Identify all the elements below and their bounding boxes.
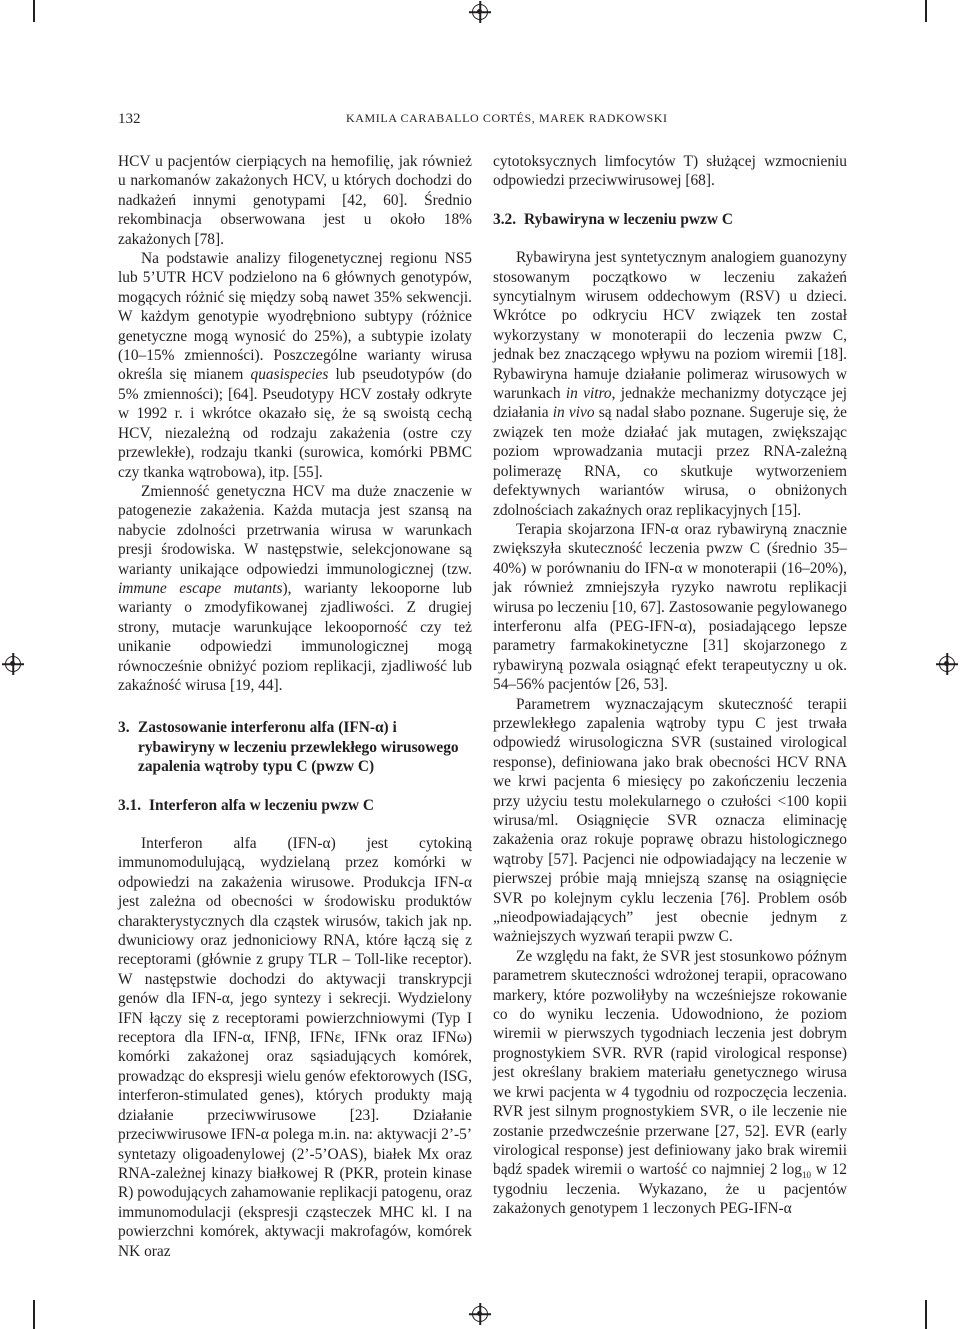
subscript: 10	[801, 1170, 811, 1181]
paragraph: Zmienność genetyczna HCV ma duże znaczenie w patogenezie zakażenia. Każda mutacja jest szansą na nabycie zdolności przetrwania wirusa w warunkach presji środowiska. W następstwie, selekcjonowane są warianty unikające odpowiedzi immunologicznej (tzw. immune escape mutants), warianty lekooporne lub warianty o zmodyfikowanej zjadliwości. Z drugiej strony, mutacje warunkujące lekooporność czy też unikanie odpowiedzi immunologicznej mogą równocześnie obniżyć poziom replikacji, zjadliwość lub zakaźność wirusa [19, 44].	[118, 482, 472, 694]
emphasis: quasispecies	[250, 366, 329, 384]
registration-mark-icon	[472, 4, 488, 20]
subsection-heading	[118, 796, 472, 815]
paragraph: Ze względu na fakt, że SVR jest stosunkowo późnym parametrem skuteczności wdrożonej terapii, opracowano markery, które pozwoliłyby na wcześniejsze rokowanie co do wyniku leczenia. Udowodniono, że poziom wiremii w pierwszych tygodniach leczenia jest dobrym prognostykiem SVR. RVR (rapid virological response) jest określany brakiem materiału genetycznego wirusa we krwi pacjenta w 4 tygodniu od rozpoczęcia leczenia. RVR jest silnym prognostykiem SVR, o ile leczenie nie zostanie przedwcześnie przerwane [27, 52]. EVR (early virological response) jest definiowany jako brak wiremii bądź spadek wiremii o wartość co najmniej 2 $\log_{10} w$ 12 tygodniu leczenia. Wykazano, że u pacjentów zakażonych genotypem 1 leczonych PEG-IFN-α	[493, 947, 847, 1218]
emphasis: immune escape mutants	[118, 579, 283, 597]
section-title: Zastosowanie interferonu alfa (IFN-α) i rybawiryny w leczeniu przewlekłego wirusowego zapalenia wątroby typu C (pwzw C)	[138, 719, 459, 776]
crop-mark	[33, 1300, 35, 1329]
page-number: 132	[118, 111, 141, 127]
registration-mark-icon	[5, 656, 21, 672]
section-number: 3.	[118, 719, 130, 737]
registration-mark-icon	[472, 1306, 488, 1322]
paragraph: Interferon alfa (IFN-α) jest cytokiną immunomodulującą, wydzielaną przez komórki w odpowiedzi na zakażenia wirusowe. Produkcja IFN-α jest zależna od obecności w środowisku produktów charakterystycznych dla cząstek wirusów, takich jak np. dwuniciowy oraz jednoniciowy RNA, które łączą się z receptorami (głównie z grupy TLR – Toll-like receptor). W następstwie dochodzi do aktywacji transkrypcji genów dla IFN-α, jego syntezy i sekrecji. Wydzielony IFN łączy się z receptorami powierzchniowymi (Typ I receptora dla IFN-α, IFNβ, IFNε, IFNĸ oraz IFNω) komórki zakażonej oraz sąsiadujących komórek, prowadząc do ekspresji wielu genów efektorowych (ISG, interferon-stimulated genes), których produkty mają działanie przeciwwirusowe [23]. Działanie przeciwwirusowe IFN-α polega m.in. na: aktywacji 2’-5’ syntetazy oligoadenylowej (2’-5’OAS), białek Mx oraz RNA-zależnej kinazy białkowej R (PKR, protein kinase R) powodujących zahamowanie replikacji patogenu, oraz immunomodulacji (ekspresji cząsteczek MHC kl. I na powierzchni komórek, aktywacji makrofagów, komórek NK oraz	[118, 835, 472, 1260]
paragraph: cytotoksycznych limfocytów T) służącej wzmocnieniu odpowiedzi przeciwwirusowej [68].	[493, 153, 847, 190]
subsection-number: 3.2.	[493, 210, 517, 228]
emphasis: in vitro	[565, 385, 612, 403]
paragraph: HCV u pacjentów cierpiących na hemofilię, jak również u narkomanów zakażonych HCV, u których dochodzi do nadkażeń innymi genotypami [42, 60]. Średnio rekombinacja obserwowana jest u około 18% zakażonych [78].	[118, 153, 472, 248]
paragraph: Rybawiryna jest syntetycznym analogiem guanozyny stosowanym początkowo w leczeniu zakażeń syncytialnym wirusem oddechowym (RSV) u dzieci. Wkrótce po odkryciu HCV związek ten został wykorzystany w monoterapii do leczenia pwzw C, jednak bez znaczącego wpływu na poziom wiremii [18]. Rybawiryna hamuje działanie polimeraz wirusowych w warunkach in vitro, jednakże mechanizmy dotyczące jej działania in vivo są nadal słabo poznane. Sugeruje się, że związek ten może działać jak mutagen, zwiększając poziom wprowadzania mutacji przez RNA-zależną polimerazę RNA, co skutkuje wytworzeniem defektywnych wariantów wirusa, o obniżonych zdolnościach zakaźnych oraz replikacyjnych [15].	[493, 249, 848, 519]
crop-mark	[33, 0, 35, 22]
paragraph: Parametrem wyznaczającym skuteczność terapii przewlekłego zapalenia wątroby typu C jest trwała odpowiedź wirusologiczna SVR (sustained virological response), definiowana jako brak obecności HCV RNA we krwi pacjenta 6 miesięcy po zakończeniu leczenia przy użyciu testu molekularnego o czułości <100 kopii wirusa/ml. Osiągnięcie SVR oznacza eliminację zakażenia oraz rokuje poprawę obrazu histologicznego wątroby [57]. Pacjenci nie odpowiadający na leczenie w pierwszej próbie mają mniejszą szansę na osiągnięcie SVR po kolejnym cyklu leczenia [76]. Problem osób „nieodpowiadających” jest obecnie jednym z ważniejszych wyzwań terapii pwzw C.	[493, 695, 847, 946]
running-header-authors: KAMILA CARABALLO CORTÉS, MAREK RADKOWSKI	[346, 111, 668, 125]
subsection-number: 3.1.	[118, 796, 142, 814]
right-column	[493, 152, 847, 1219]
section-heading	[118, 718, 472, 776]
subsection-title: Rybawiryna w leczeniu pwzw C	[524, 210, 733, 228]
paragraph: Terapia skojarzona IFN-α oraz rybawiryną znacznie zwiększyła skuteczność leczenia pwzw C (średnio 35–40%) w porównaniu do IFN-α w monoterapii (16–20%), jak również zmniejszyła ryzyko nawrotu replikacji wirusa po leczeniu [10, 67]. Zastosowanie pegylowanego interferonu alfa (PEG-IFN-α), posiadającego lepsze parametry farmakokinetyczne [31] skojarzonego z rybawiryną pozwala osiągnąć efekt terapeutyczny u ok. 54–56% pacjentów [26, 53].	[493, 520, 847, 694]
left-column	[118, 152, 472, 1261]
crop-mark	[925, 1300, 927, 1329]
registration-mark-icon	[939, 656, 955, 672]
crop-mark	[925, 0, 927, 22]
emphasis: in vivo	[552, 404, 595, 422]
subsection-heading	[493, 210, 847, 229]
subsection-title: Interferon alfa w leczeniu pwzw C	[149, 796, 374, 814]
paragraph: Na podstawie analizy filogenetycznej regionu NS5 lub 5’UTR HCV podzielono na 6 głównych genotypów, mogących różnić się między sobą nawet 35% sekwencji. W każdym genotypie wyodrębniono subtypy (różnice genetyczne mogą wynosić do 25%), a subtypie izolaty (10–15% zmienności). Poszczególne warianty wirusa określa się mianem quasispecies lub pseudotypów (do 5% zmienności); [64]. Pseudotypy HCV zostały odkryte w 1992 r. i wkrótce okazało się, że są swoistą cechą HCV, niezależną od rodzaju zakażenia (ostre czy przewlekłe), rodzaju tkanki (surowica, komórki PBMC czy tkanka wątrobowa), itp. [55].	[118, 250, 472, 481]
